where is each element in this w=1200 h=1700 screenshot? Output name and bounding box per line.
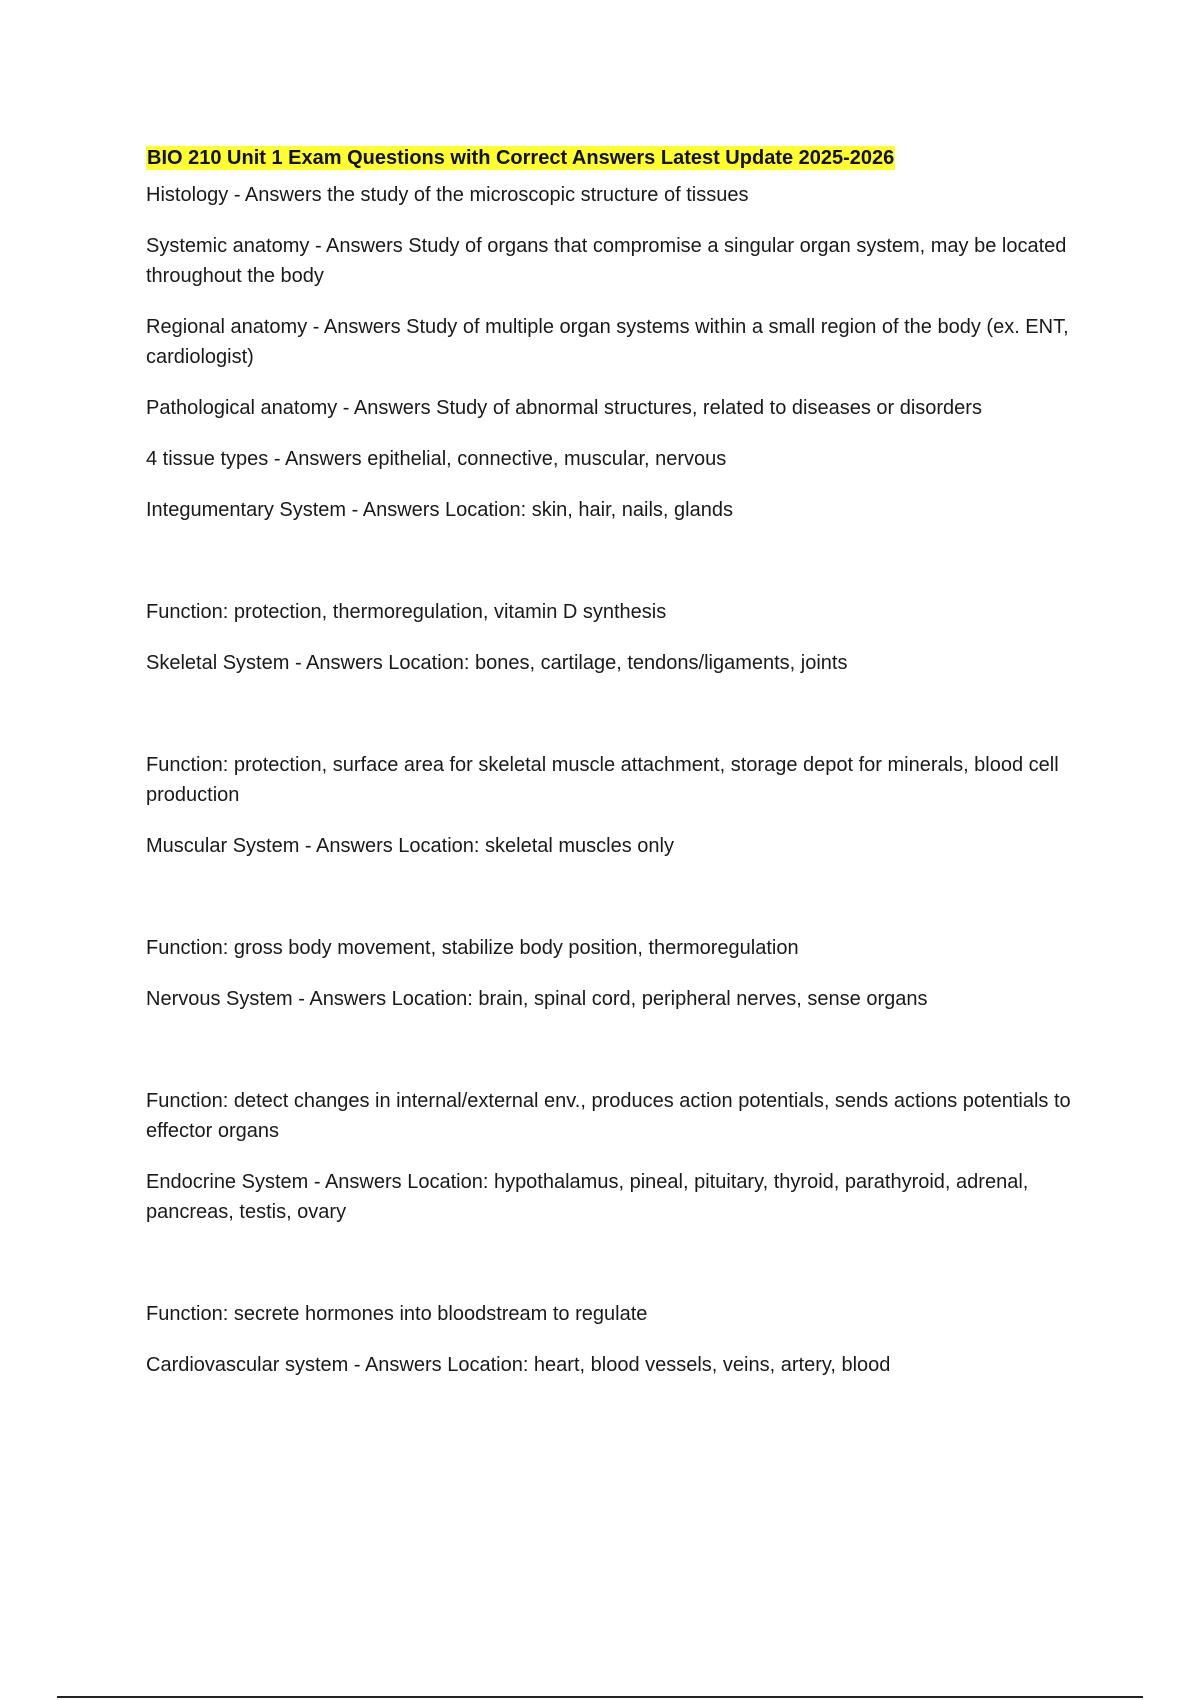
line-regional-anatomy: Regional anatomy - Answers Study of multiple organ systems within a small region of the body (ex. ENT, cardiologist) [146,316,1069,368]
line-nervous-location: Nervous System - Answers Location: brain, spinal cord, peripheral nerves, sense organs [146,988,928,1010]
line-integumentary-function: Function: protection, thermoregulation, vitamin D synthesis [146,601,667,623]
document-body [146,146,1096,1401]
spacer [146,699,1096,750]
line-integumentary-location: Integumentary System - Answers Location: skin, hair, nails, glands [146,499,733,521]
line-muscular-function: Function: gross body movement, stabilize body position, thermoregulation [146,937,799,959]
line-tissue-types: 4 tissue types - Answers epithelial, connective, muscular, nervous [146,448,727,470]
line-skeletal-function: Function: protection, surface area for skeletal muscle attachment, storage depot for minerals, blood cell production [146,754,1059,806]
line-muscular-location: Muscular System - Answers Location: skeletal muscles only [146,835,674,857]
line-skeletal-location: Skeletal System - Answers Location: bones, cartilage, tendons/ligaments, joints [146,652,848,674]
line-endocrine-location: Endocrine System - Answers Location: hypothalamus, pineal, pituitary, thyroid, parathyroid, adrenal, pancreas, testis, ovary [146,1171,1029,1223]
line-systemic-anatomy: Systemic anatomy - Answers Study of organs that compromise a singular organ system, may be located throughout the body [146,235,1067,287]
spacer [146,882,1096,933]
spacer [146,1035,1096,1086]
line-endocrine-function: Function: secrete hormones into bloodstream to regulate [146,1303,648,1325]
spacer [146,1248,1096,1299]
line-pathological-anatomy: Pathological anatomy - Answers Study of abnormal structures, related to diseases or disorders [146,397,982,419]
page-bottom-rule [57,1696,1143,1698]
document-title: BIO 210 Unit 1 Exam Questions with Correct Answers Latest Update 2025-2026 [147,147,895,169]
spacer [146,546,1096,597]
line-histology: Histology - Answers the study of the microscopic structure of tissues [146,184,749,206]
line-nervous-function: Function: detect changes in internal/external env., produces action potentials, sends actions potentials to effector organs [146,1090,1071,1142]
line-cardiovascular-location: Cardiovascular system - Answers Location: heart, blood vessels, veins, artery, blood [146,1354,891,1376]
